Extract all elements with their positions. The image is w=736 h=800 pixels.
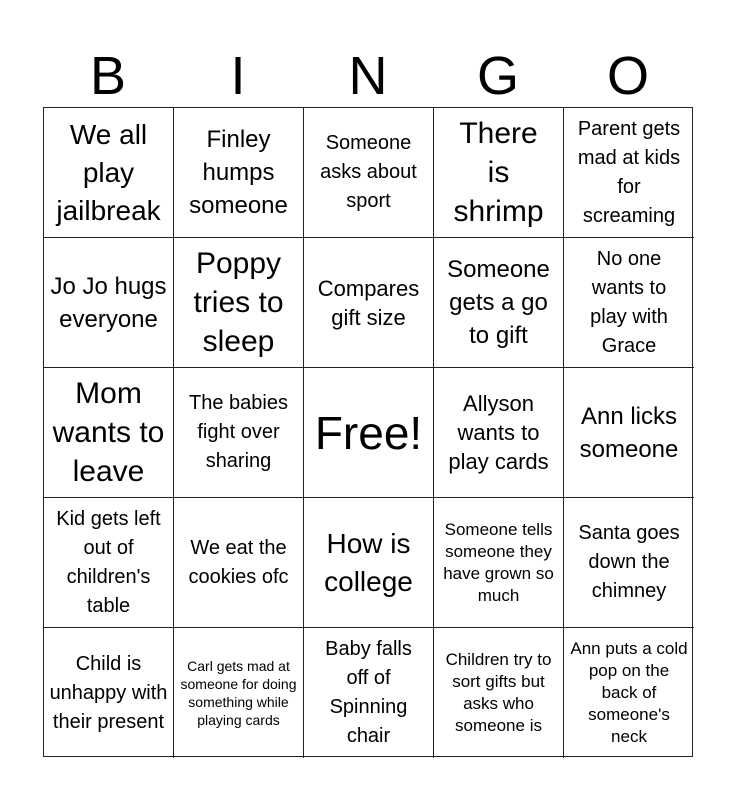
cell-text: Someone asks about sport (320, 132, 417, 212)
cell-text: Finley humps someone (189, 126, 288, 219)
cell-text: Mom wants to leave (52, 377, 165, 488)
cell-text: No one wants to play with Grace (590, 247, 668, 357)
bingo-cell[interactable] (434, 238, 564, 368)
cell-text: We all play jailbreak (56, 118, 161, 226)
bingo-cell[interactable] (434, 498, 564, 628)
cell-text: Kid gets left out of children's table (56, 507, 161, 617)
bingo-card (43, 107, 693, 757)
cell-text: There is shrimp (453, 117, 544, 228)
free-space-text: Free! (314, 406, 423, 459)
bingo-cell[interactable] (174, 368, 304, 498)
header-letter-i: I (230, 46, 246, 106)
bingo-cell[interactable] (44, 628, 174, 758)
bingo-cell[interactable] (304, 238, 434, 368)
bingo-cell[interactable] (434, 368, 564, 498)
cell-text: Children try to sort gifts but asks who someone is (445, 650, 552, 735)
bingo-cell[interactable] (564, 108, 694, 238)
bingo-cell[interactable] (174, 108, 304, 238)
bingo-cell[interactable] (44, 498, 174, 628)
cell-text: Someone gets a go to gift (447, 256, 550, 349)
bingo-header (43, 44, 693, 108)
bingo-cell[interactable] (434, 628, 564, 758)
cell-text: The babies fight over sharing (189, 392, 288, 472)
bingo-cell[interactable] (564, 498, 694, 628)
bingo-cell[interactable] (44, 108, 174, 238)
bingo-cell[interactable] (44, 368, 174, 498)
header-letter-g: G (476, 46, 519, 106)
header-letter-n: N (348, 46, 388, 106)
bingo-cell[interactable] (564, 238, 694, 368)
cell-text: Santa goes down the chimney (578, 522, 680, 602)
bingo-cell[interactable] (564, 368, 694, 498)
cell-text: Parent gets mad at kids for screaming (577, 117, 681, 227)
cell-text: Carl gets mad at someone for doing something while playing cards (180, 658, 297, 728)
bingo-cell[interactable] (304, 498, 434, 628)
cell-text: Child is unhappy with their present (49, 652, 168, 733)
bingo-cell[interactable] (174, 238, 304, 368)
bingo-cell[interactable] (304, 628, 434, 758)
cell-text: Ann licks someone (579, 402, 679, 463)
cell-text: Baby falls off of Spinning chair (325, 638, 412, 747)
free-space[interactable] (304, 368, 434, 498)
bingo-cell[interactable] (564, 628, 694, 758)
header-letter-o: O (606, 46, 649, 106)
cell-text: Poppy tries to sleep (193, 247, 284, 358)
cell-text: Compares gift size (317, 275, 420, 330)
bingo-cell[interactable] (174, 628, 304, 758)
bingo-cell[interactable] (434, 108, 564, 238)
cell-text: Someone tells someone they have grown so much (443, 519, 554, 605)
cell-text: Ann puts a cold pop on the back of someone's neck (570, 639, 688, 746)
bingo-cell[interactable] (304, 108, 434, 238)
cell-text: How is college (324, 527, 413, 597)
cell-text: Allyson wants to play cards (448, 391, 549, 474)
header-letter-b: B (89, 46, 127, 106)
cell-text: We eat the cookies ofc (188, 536, 289, 588)
bingo-cell[interactable] (174, 498, 304, 628)
bingo-cell[interactable] (44, 238, 174, 368)
cell-text: Jo Jo hugs everyone (50, 272, 167, 333)
